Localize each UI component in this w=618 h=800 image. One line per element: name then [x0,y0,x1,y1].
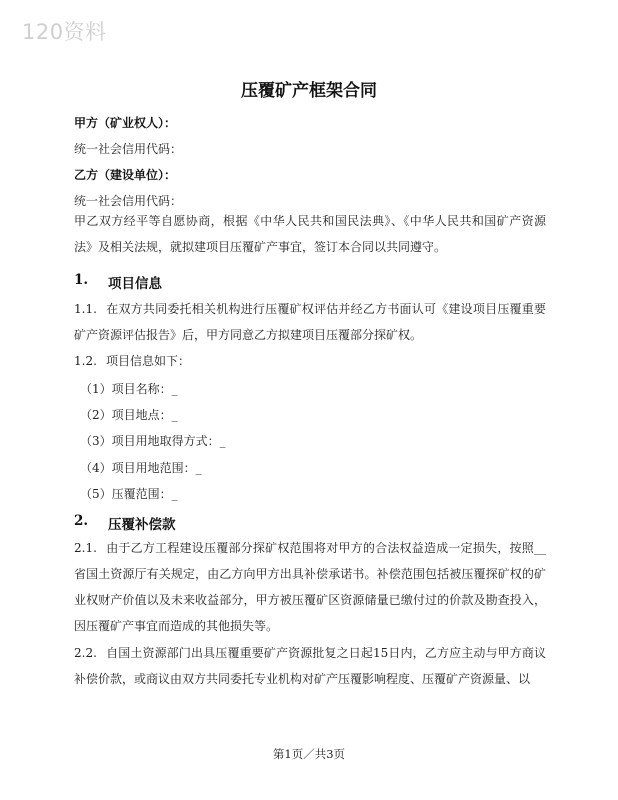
clause-1-1-number: 1.1. [74,302,97,316]
party-a-credit-code: 统一社会信用代码： [74,142,183,156]
section-2-number: 2. [74,513,89,529]
project-info-item: （3）项目用地取得方式：_ [80,434,226,448]
clause-2-2-number: 2.2. [74,646,97,660]
section-1-title: 项目信息 [108,276,162,292]
clause-2-1 [74,535,546,639]
clause-1-1 [74,296,546,348]
watermark: 120资料 [22,20,107,44]
clause-2-2 [74,640,546,692]
section-2-title: 压覆补偿款 [108,517,176,533]
party-b-label: 乙方（建设单位）： [74,168,177,182]
clause-1-2-text: 项目信息如下： [106,354,191,368]
page-footer: 第1页／共3页 [272,747,346,761]
project-info-item: （1）项目名称：_ [80,382,178,396]
preamble-paragraph: 甲乙双方经平等自愿协商，根据《中华人民共和国民法典》、《中华人民共和国矿产资源法》及相关法规，就拟建项目压覆矿产事宜，签订本合同以共同遵守。 [74,214,546,254]
party-b-credit-code: 统一社会信用代码： [74,194,183,208]
project-info-item: （5）压覆范围：_ [80,487,178,501]
project-info-item: （2）项目地点：_ [80,408,178,422]
document-title: 压覆矿产框架合同 [241,81,377,101]
clause-1-1-text: 在双方共同委托相关机构进行压覆矿权评估并经乙方书面认可《建设项目压覆重要矿产资源评估报告》后，甲方同意乙方拟建项目压覆部分探矿权。 [74,302,546,342]
section-1-number: 1. [74,272,89,288]
clause-2-2-text: 自国土资源部门出具压覆重要矿产资源批复之日起15日内，乙方应主动与甲方商议补偿价款，或商议由双方共同委托专业机构对矿产压覆影响程度、压覆矿产资源量、以 [74,646,546,686]
clause-1-2-number: 1.2. [74,354,97,368]
clause-2-1-number: 2.1. [74,541,97,555]
clause-1-2 [74,354,190,368]
clause-2-1-text: 由于乙方工程建设压覆部分探矿权范围将对甲方的合法权益造成一定损失，按照__省国土资源厅有关规定，由乙方向甲方出具补偿承诺书。补偿范围包括被压覆探矿权的矿业权财产价值以及未来收益部分，甲方被压覆矿区资源储量已缴付过的价款及勘查投入，因压覆矿产事宜而造成的其他损失等。 [74,541,546,633]
party-a-label: 甲方（矿业权人）： [74,116,177,130]
project-info-item: （4）项目用地范围：_ [80,461,202,475]
